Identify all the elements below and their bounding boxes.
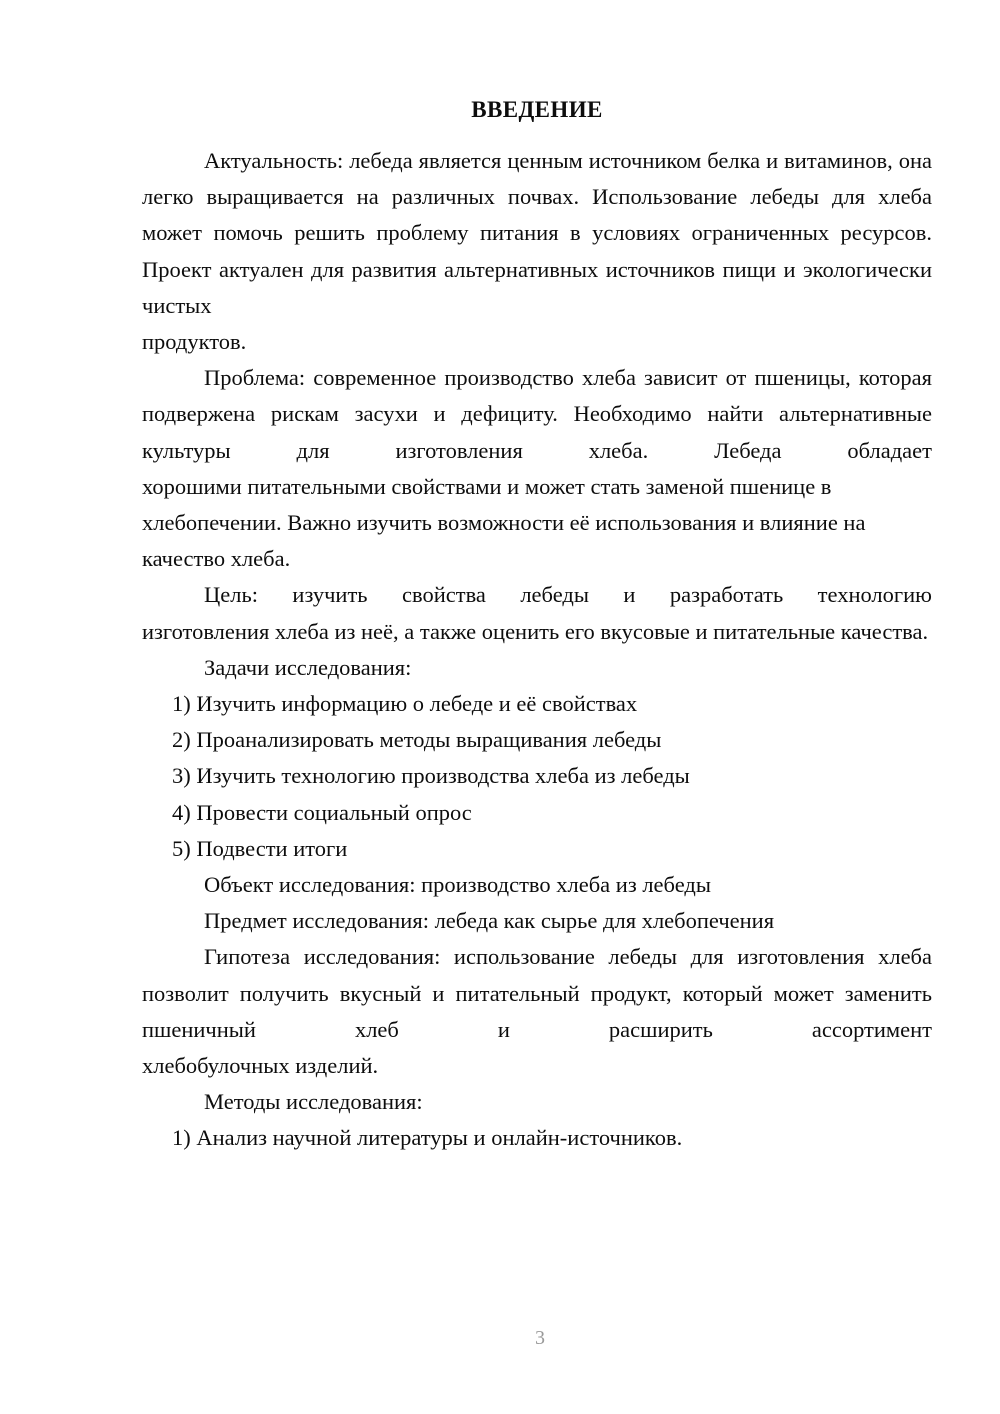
paragraph-problem-continued: хорошими питательными свойствами и может стать заменой пшенице в хлебопечении. Важно изучить возможности её использования и влияние на качество хлеба. <box>142 473 866 572</box>
paragraph-hypothesis-tail: хлебобулочных изделий. <box>142 1053 379 1079</box>
tasks-heading: Задачи исследования: <box>204 654 412 680</box>
paragraph-goal-continued: изготовления хлеба из неё, а также оценить его вкусовые и питательные качества. <box>142 618 929 644</box>
list-item: 3) Изучить технологию производства хлеба из лебеды <box>172 763 690 789</box>
paragraph-hypothesis: Гипотеза исследования: использование лебеды для изготовления хлеба позволит получить вкусный и питательный продукт, который может заменить пшеничный хлеб и расширить ассортимент <box>142 944 932 1042</box>
list-item: 1) Анализ научной литературы и онлайн-источников. <box>172 1125 683 1151</box>
list-item: 4) Провести социальный опрос <box>172 799 472 825</box>
research-object: Объект исследования: производство хлеба из лебеды <box>204 872 711 898</box>
paragraph-relevance-tail: продуктов. <box>142 329 247 355</box>
list-item: 2) Проанализировать методы выращивания лебеды <box>172 727 662 753</box>
paragraph-relevance: Актуальность: лебеда является ценным источником белка и витаминов, она легко выращивается на различных почвах. Использование лебеды для хлеба может помочь решить проблему питания в условиях ограниченных ресурсов. Проект актуален для развития альтернативных источников пищи и экологически чистых <box>142 148 932 318</box>
paragraph-goal: Цель: изучить свойства лебеды и разработать технологию <box>204 582 932 608</box>
page-title: ВВЕДЕНИЕ <box>471 97 603 122</box>
methods-heading: Методы исследования: <box>204 1089 423 1115</box>
document-content <box>142 0 932 1157</box>
page-number: 3 <box>535 1327 545 1349</box>
list-item: 5) Подвести итоги <box>172 835 348 861</box>
research-subject: Предмет исследования: лебеда как сырье для хлебопечения <box>204 908 775 934</box>
paragraph-problem: Проблема: современное производство хлеба зависит от пшеницы, которая подвержена рискам засухи и дефициту. Необходимо найти альтернативные культуры для изготовления хлеба. Лебеда обладает <box>142 365 932 463</box>
list-item: 1) Изучить информацию о лебеде и её свойствах <box>172 691 638 717</box>
